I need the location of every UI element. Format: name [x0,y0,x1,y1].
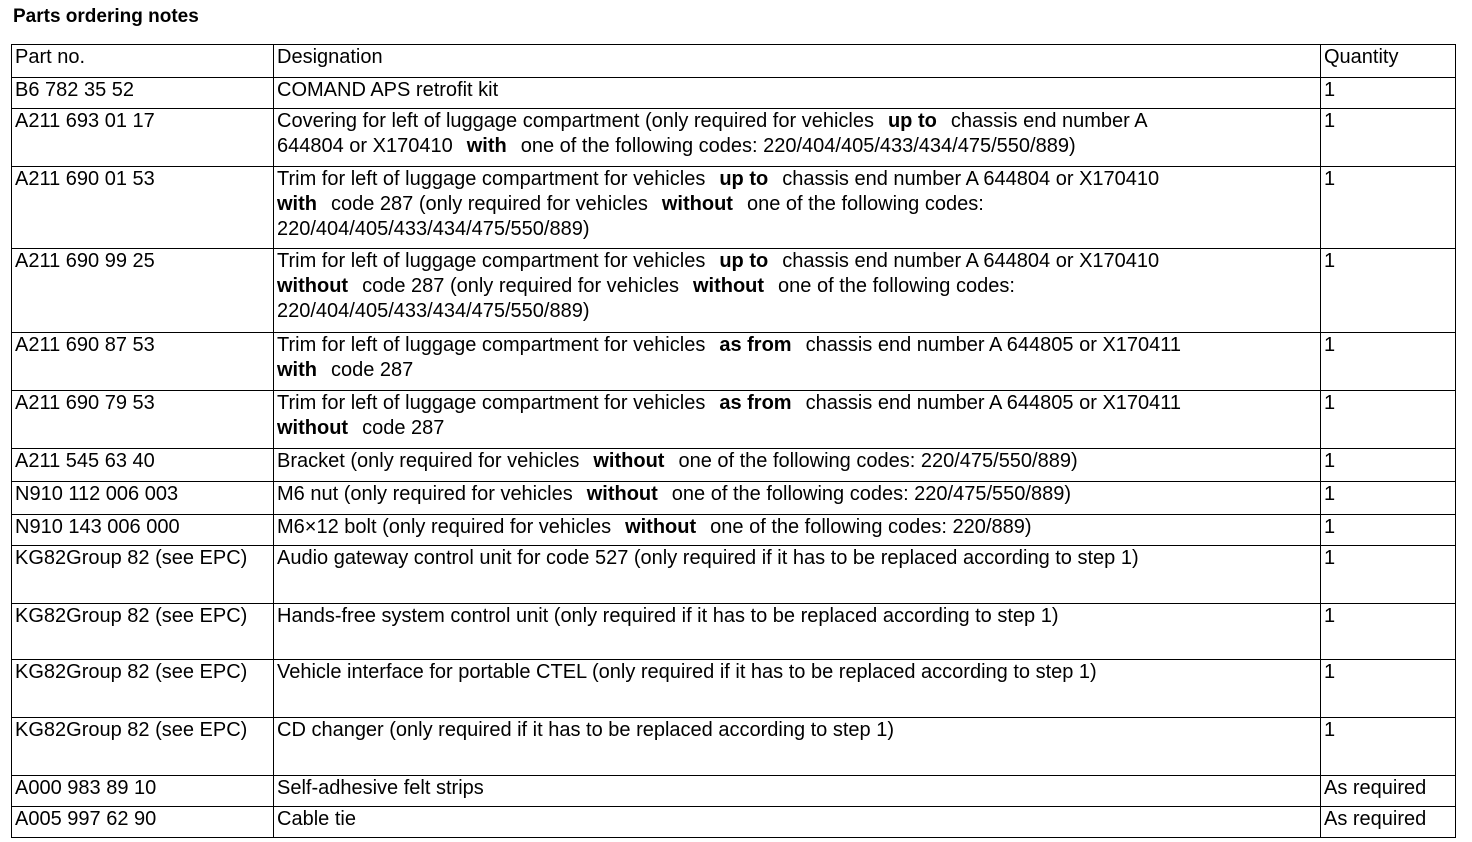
designation-text: M6×12 bolt (only required for vehicles [277,516,612,538]
part-number: KG82Group 82 (see EPC) [12,546,274,604]
designation [274,249,1321,333]
designation-text: code 287 (only required for vehicles [362,275,679,297]
quantity: 1 [1321,78,1456,109]
part-number: KG82Group 82 (see EPC) [12,660,274,718]
table-row [12,807,1456,838]
table-row [12,78,1456,109]
quantity: As required [1321,776,1456,807]
designation-emphasis: with [277,193,317,215]
designation [274,78,1321,109]
header-quantity: Quantity [1321,45,1456,78]
table-header-row [12,45,1456,78]
part-number: A000 983 89 10 [12,776,274,807]
designation-text: one of the following codes: 220/404/405/433/434/475/550/889) [520,135,1076,157]
designation [274,546,1321,604]
table-row [12,660,1456,718]
table-row [12,249,1456,333]
designation-text: code 287 (only required for vehicles [331,193,648,215]
designation-emphasis: without [586,483,658,505]
designation [274,807,1321,838]
table-row [12,546,1456,604]
quantity: As required [1321,807,1456,838]
designation-text: 644804 or X170410 [277,135,453,157]
table-row [12,776,1456,807]
designation-emphasis: with [277,359,317,381]
designation-text: 220/404/405/433/434/475/550/889) [277,218,590,240]
table-row [12,718,1456,776]
part-number: A211 690 79 53 [12,391,274,449]
designation [274,167,1321,249]
designation-emphasis: up to [719,168,769,190]
quantity: 1 [1321,482,1456,515]
designation-text: code 287 [331,359,414,381]
designation [274,604,1321,660]
designation-text: Audio gateway control unit for code 527 (only required if it has to be replaced according to step 1) [277,547,1139,569]
designation-emphasis: up to [719,250,769,272]
quantity: 1 [1321,449,1456,482]
designation [274,449,1321,482]
quantity: 1 [1321,718,1456,776]
designation-text: chassis end number A 644804 or X170410 [782,250,1160,272]
designation-emphasis: as from [719,392,792,414]
designation [274,391,1321,449]
designation-text: 220/404/405/433/434/475/550/889) [277,300,590,322]
part-number: A211 693 01 17 [12,109,274,167]
table-row [12,604,1456,660]
part-number: N910 112 006 003 [12,482,274,515]
quantity: 1 [1321,167,1456,249]
table-row [12,167,1456,249]
table-row [12,482,1456,515]
page-title: Parts ordering notes [13,6,199,27]
part-number: A211 690 87 53 [12,333,274,391]
designation [274,482,1321,515]
designation-text: Trim for left of luggage compartment for vehicles [277,392,706,414]
quantity: 1 [1321,604,1456,660]
designation [274,776,1321,807]
part-number: A211 690 01 53 [12,167,274,249]
designation [274,515,1321,546]
designation-text: one of the following codes: [746,193,984,215]
designation-emphasis: without [625,516,697,538]
table-row [12,109,1456,167]
part-number: KG82Group 82 (see EPC) [12,604,274,660]
designation [274,660,1321,718]
designation-text: chassis end number A 644804 or X170410 [782,168,1160,190]
table-row [12,449,1456,482]
quantity: 1 [1321,249,1456,333]
part-number: A211 545 63 40 [12,449,274,482]
designation-text: Cable tie [277,808,356,830]
designation-text: chassis end number A 644805 or X170411 [805,334,1182,356]
quantity: 1 [1321,546,1456,604]
designation-text: chassis end number A 644805 or X170411 [805,392,1182,414]
designation-text: Hands-free system control unit (only required if it has to be replaced according to step 1) [277,605,1059,627]
designation-emphasis: without [692,275,765,297]
designation-emphasis: without [661,193,733,215]
designation-text: Covering for left of luggage compartment (only required for vehicles [277,110,874,132]
part-number: A211 690 99 25 [12,249,274,333]
designation-text: Self-adhesive felt strips [277,777,484,799]
designation-text: one of the following codes: 220/475/550/889) [678,450,1078,472]
designation [274,333,1321,391]
designation-text: COMAND APS retrofit kit [277,79,499,101]
table-row [12,515,1456,546]
part-number: B6 782 35 52 [12,78,274,109]
designation [274,109,1321,167]
header-designation: Designation [274,45,1321,78]
designation-text: Trim for left of luggage compartment for vehicles [277,250,706,272]
quantity: 1 [1321,391,1456,449]
designation-emphasis: as from [719,334,792,356]
designation-text: one of the following codes: 220/889) [710,516,1032,538]
header-part-no: Part no. [12,45,274,78]
designation-text: one of the following codes: 220/475/550/889) [671,483,1071,505]
designation-text: one of the following codes: [778,275,1015,297]
quantity: 1 [1321,660,1456,718]
table-row [12,391,1456,449]
part-number: A005 997 62 90 [12,807,274,838]
designation [274,718,1321,776]
part-number: KG82Group 82 (see EPC) [12,718,274,776]
designation-text: CD changer (only required if it has to be replaced according to step 1) [277,719,895,741]
designation-emphasis: up to [887,110,937,132]
part-number: N910 143 006 000 [12,515,274,546]
designation-emphasis: without [277,417,349,439]
quantity: 1 [1321,109,1456,167]
parts-table [11,44,1456,838]
designation-emphasis: without [277,275,349,297]
table-row [12,333,1456,391]
designation-text: code 287 [362,417,445,439]
designation-emphasis: without [593,450,665,472]
designation-text: Trim for left of luggage compartment for vehicles [277,334,706,356]
designation-text: Bracket (only required for vehicles [277,450,580,472]
quantity: 1 [1321,515,1456,546]
designation-text: chassis end number A [950,110,1148,132]
designation-text: Vehicle interface for portable CTEL (only required if it has to be replaced according to step 1) [277,661,1097,683]
quantity: 1 [1321,333,1456,391]
designation-text: M6 nut (only required for vehicles [277,483,573,505]
designation-emphasis: with [466,135,507,157]
designation-text: Trim for left of luggage compartment for vehicles [277,168,706,190]
